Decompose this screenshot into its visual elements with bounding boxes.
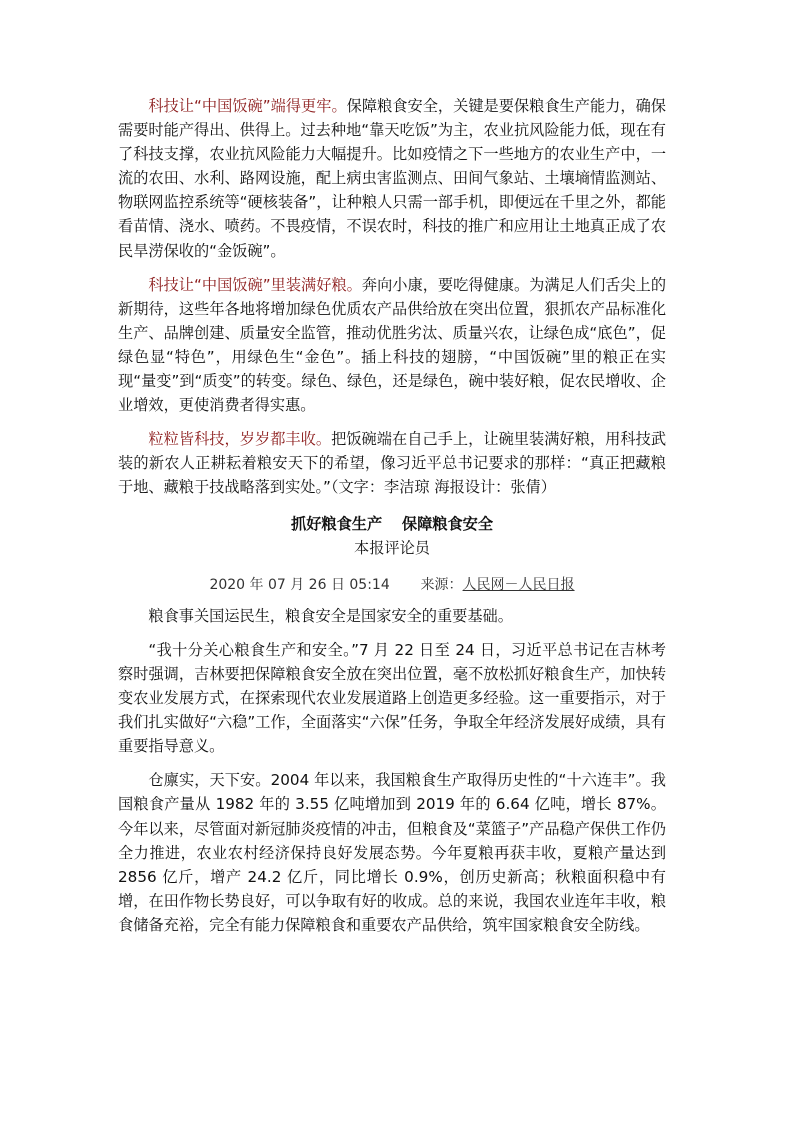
article-meta: [118, 573, 666, 597]
source-link[interactable]: 人民网－人民日报: [462, 576, 575, 593]
section-paragraph-2: [118, 273, 666, 418]
paragraph-lead-highlight: 科技让“中国饭碗”端得更牢。: [148, 97, 347, 115]
section-paragraph-1: [118, 94, 666, 263]
section-paragraph-3: [118, 427, 666, 499]
article-date: 2020 年 07 月 26 日 05:14: [209, 576, 390, 593]
article-paragraph-3: 仓廪实，天下安。2004 年以来，我国粮食生产取得历史性的“十六连丰”。我国粮食产量从 1982 年的 3.55 亿吨增加到 2019 年的 6.64 亿吨，增长 87%。今年以来，尽管面对新冠肺炎疫情的冲击，但粮食及“菜篮子”产品稳产保供工作仍全力推进，农业农村经济保持良好发展态势。今年夏粮再获丰收，夏粮产量达到 2856 亿斤，增产 24.2 亿斤，同比增长 0.9%，创历史新高；秋粮面积稳中有增，在田作物长势良好，可以争取有好的收成。总的来说，我国农业连年丰收，粮食储备充裕，完全有能力保障粮食和重要农产品供给，筑牢国家粮食安全防线。: [118, 771, 666, 934]
article-title-part-1: 抓好粮食生产: [291, 514, 383, 533]
article-paragraph-2: “我十分关心粮食生产和安全。”7 月 22 日至 24 日，习近平总书记在吉林考察时强调，吉林要把保障粮食安全放在突出位置，毫不放松抓好粮食生产，加快转变农业发展方式，在探索现代农业发展道路上创造更多经验。这一重要指示，对于我们扎实做好“六稳”工作，全面落实“六保”任务，争取全年经济发展好成绩，具有重要指导意义。: [118, 640, 666, 756]
paragraph-body: 把饭碗端在自己手上，让碗里装满好粮，用科技武装的新农人正耕耘着粮安天下的希望，像习近平总书记要求的那样：“真正把藏粮于地、藏粮于技战略落到实处。”（文字：李洁琼 海报设计：张倩）: [118, 430, 667, 497]
article-byline: 本报评论员: [354, 538, 430, 557]
paragraph-lead-highlight: 粒粒皆科技，岁岁都丰收。: [148, 430, 332, 449]
source-label: 来源：: [420, 576, 463, 593]
paragraph-lead-highlight: 科技让“中国饭碗”里装满好粮。: [148, 275, 362, 294]
article-title-part-2: 保障粮食安全: [401, 514, 493, 533]
article-paragraph-1: 粮食事关国运民生，粮食安全是国家安全的重要基础。: [148, 606, 513, 625]
paragraph-body: 保障粮食安全，关键是要保粮食生产能力，确保需要时能产得出、供得上。过去种地“靠天吃饭”为主，农业抗风险能力低，现在有了科技支撑，农业抗风险能力大幅提升。比如疫情之下一些地方的农业生产中，一流的农田、水利、路网设施，配上病虫害监测点、田间气象站、土壤墒情监测站、物联网监控系统等“硬核装备”，让种粮人只需一部手机，即便远在千里之外，都能看苗情、浇水、喷药。不畏疫情，不误农时，科技的推广和应用让土地真正成了农民旱涝保收的“金饭碗”。: [118, 97, 666, 260]
paragraph-body: 奔向小康，要吃得健康。为满足人们舌尖上的新期待，这些年各地将增加绿色优质农产品供给放在突出位置，狠抓农产品标准化生产、品牌创建、质量安全监管，推动优胜劣汰、质量兴农，让绿色成“底色”，促绿色显“特色”，用绿色生“金色”。插上科技的翅膀，“中国饭碗”里的粮正在实现“量变”到“质变”的转变。绿色、绿色，还是绿色，碗中装好粮，促农民增收、企业增效，更使消费者得实惠。: [118, 275, 667, 415]
article-title: [118, 512, 666, 536]
document-page: [118, 94, 666, 937]
